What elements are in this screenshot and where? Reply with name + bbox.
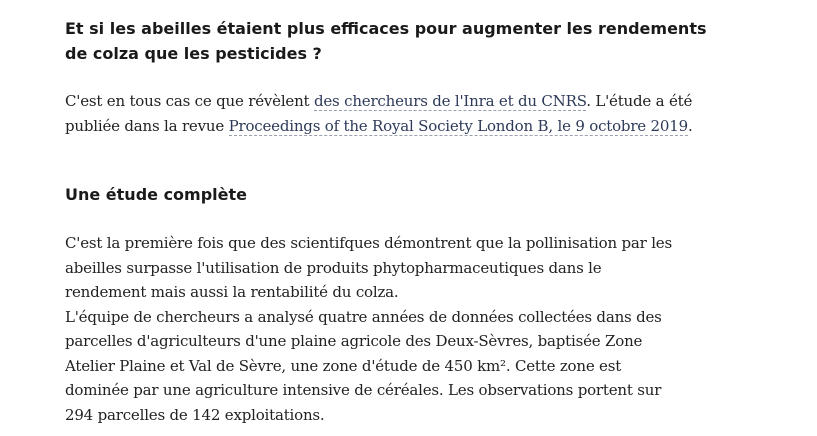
intro-paragraph <box>65 89 745 138</box>
study-line: parcelles d'agriculteurs d'une plaine agricole des Deux-Sèvres, baptisée Zone <box>65 332 643 350</box>
study-line: rendement mais aussi la rentabilité du colza. <box>65 283 399 301</box>
intro-text-before: C'est en tous cas ce que révèlent <box>65 92 314 110</box>
study-line: dominée par une agriculture intensive de céréales. Les observations portent sur <box>65 381 662 399</box>
study-line: L'équipe de chercheurs a analysé quatre années de données collectées dans des <box>65 307 662 326</box>
study-paragraph <box>65 231 745 427</box>
section-heading <box>65 182 247 207</box>
section-heading-text: Une étude complète <box>65 185 248 204</box>
lead-question <box>65 16 725 66</box>
researchers-link[interactable]: des chercheurs de l'Inra et du CNRS <box>313 92 587 110</box>
intro-text-middle: . L'étude a été publiée dans la revue <box>65 92 693 135</box>
study-line: C'est la première fois que des scientifques démontrent que la pollinisation par les <box>65 234 672 252</box>
study-line: Atelier Plaine et Val de Sèvre, une zone d'étude de 450 km². Cette zone est <box>65 356 622 375</box>
intro-text-after: . <box>687 116 693 135</box>
lead-question-text: Et si les abeilles étaient plus efficaces pour augmenter les rendements de colza que les pesticides ? <box>65 19 707 63</box>
study-line: abeilles surpasse l'utilisation de produits phytopharmaceutiques dans le <box>65 258 602 277</box>
journal-link[interactable]: Proceedings of the Royal Society London B, le 9 octobre 2019 <box>228 116 688 135</box>
study-line: 294 parcelles de 142 exploitations. <box>65 405 325 424</box>
